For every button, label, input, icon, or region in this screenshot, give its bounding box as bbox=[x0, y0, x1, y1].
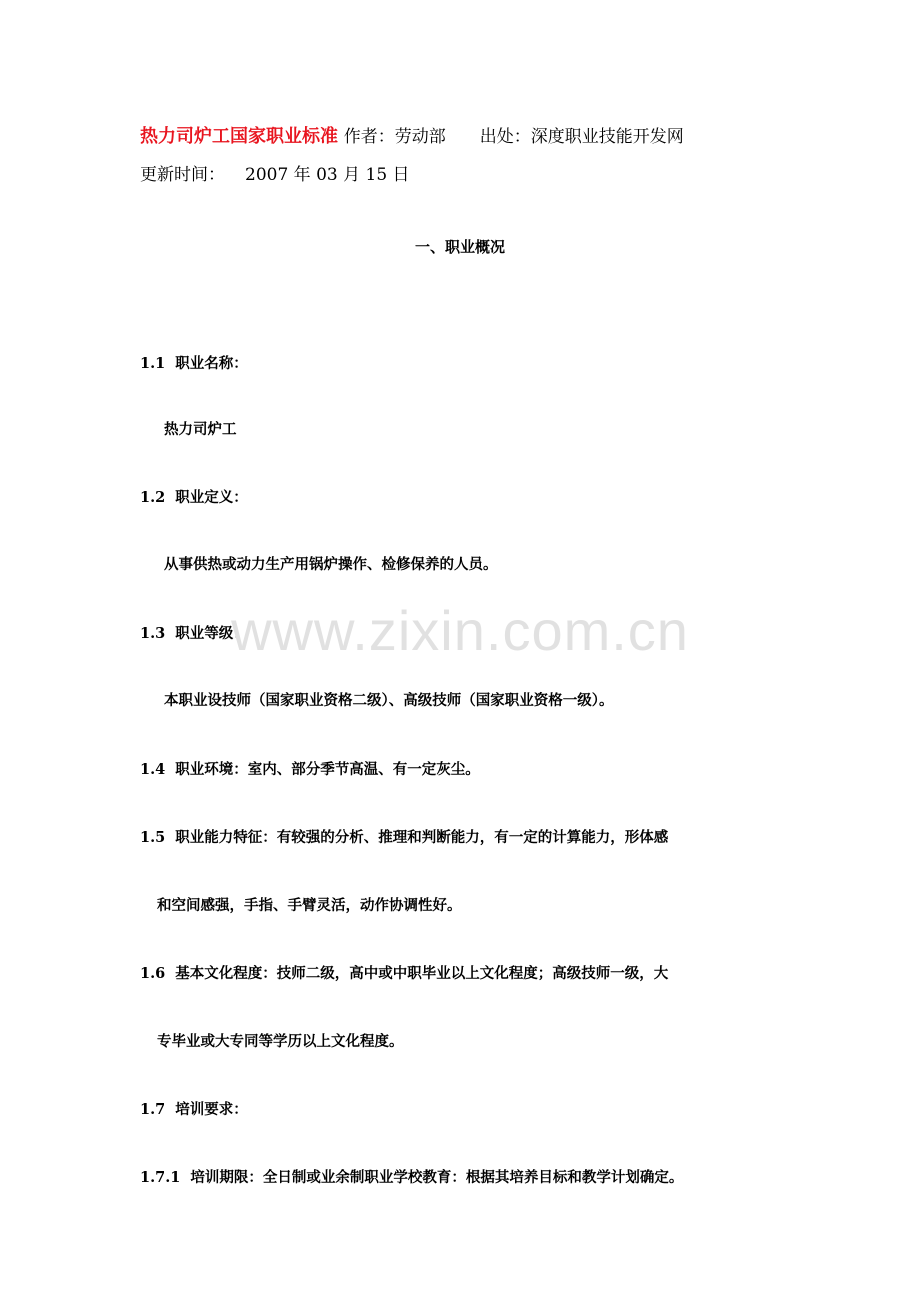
item-text: 职业能力特征：有较强的分析、推理和判断能力，有一定的计算能力，形体感 bbox=[175, 829, 669, 846]
item-text: 职业等级： bbox=[175, 625, 248, 642]
item-text: 职业名称： bbox=[175, 355, 248, 372]
item-1-3-value: 本职业设技师（国家职业资格二级）、高级技师（国家职业资格一级）。 bbox=[164, 692, 614, 709]
item-1-5-continuation: 和空间感强，手指、手臂灵活，动作协调性好。 bbox=[157, 897, 462, 914]
item-text: 职业定义： bbox=[175, 489, 248, 506]
item-number: 1.7 bbox=[140, 1101, 166, 1118]
item-text: 职业环境：室内、部分季节高温、有一定灰尘。 bbox=[175, 761, 480, 778]
item-number: 1.1 bbox=[140, 355, 166, 372]
item-number: 1.6 bbox=[140, 965, 166, 982]
item-1-4 bbox=[140, 758, 480, 779]
item-1-7 bbox=[140, 1098, 248, 1119]
item-text: 基本文化程度：技师二级，高中或中职毕业以上文化程度；高级技师一级，大 bbox=[175, 965, 669, 982]
item-1-3 bbox=[140, 622, 248, 643]
item-1-6-continuation: 专毕业或大专同等学历以上文化程度。 bbox=[157, 1033, 404, 1050]
item-1-2 bbox=[140, 486, 248, 507]
watermark: www.zixin.com.cn bbox=[231, 599, 689, 662]
item-1-7-1 bbox=[140, 1166, 683, 1187]
item-number: 1.2 bbox=[140, 489, 166, 506]
author: 作者：劳动部 bbox=[343, 127, 446, 147]
section-title: 一、职业概况 bbox=[414, 238, 505, 256]
item-number: 1.7.1 bbox=[140, 1169, 181, 1186]
item-1-2-value: 从事供热或动力生产用锅炉操作、检修保养的人员。 bbox=[164, 556, 498, 573]
item-1-1-value: 热力司炉工 bbox=[164, 421, 237, 438]
update-line bbox=[140, 160, 410, 185]
updated-label: 更新时间： bbox=[140, 165, 225, 185]
title-line bbox=[140, 122, 684, 148]
item-1-5 bbox=[140, 826, 668, 847]
document-title: 热力司炉工国家职业标准 bbox=[140, 126, 338, 147]
item-number: 1.3 bbox=[140, 625, 166, 642]
item-1-6 bbox=[140, 962, 668, 983]
item-number: 1.5 bbox=[140, 829, 166, 846]
item-number: 1.4 bbox=[140, 761, 166, 778]
item-1-1 bbox=[140, 352, 248, 373]
updated-date: 2007 年 03 月 15 日 bbox=[245, 165, 410, 185]
item-text: 培训期限：全日制或业余制职业学校教育：根据其培养目标和教学计划确定。 bbox=[190, 1169, 684, 1186]
source: 出处：深度职业技能开发网 bbox=[479, 127, 684, 147]
item-text: 培训要求： bbox=[175, 1101, 248, 1118]
